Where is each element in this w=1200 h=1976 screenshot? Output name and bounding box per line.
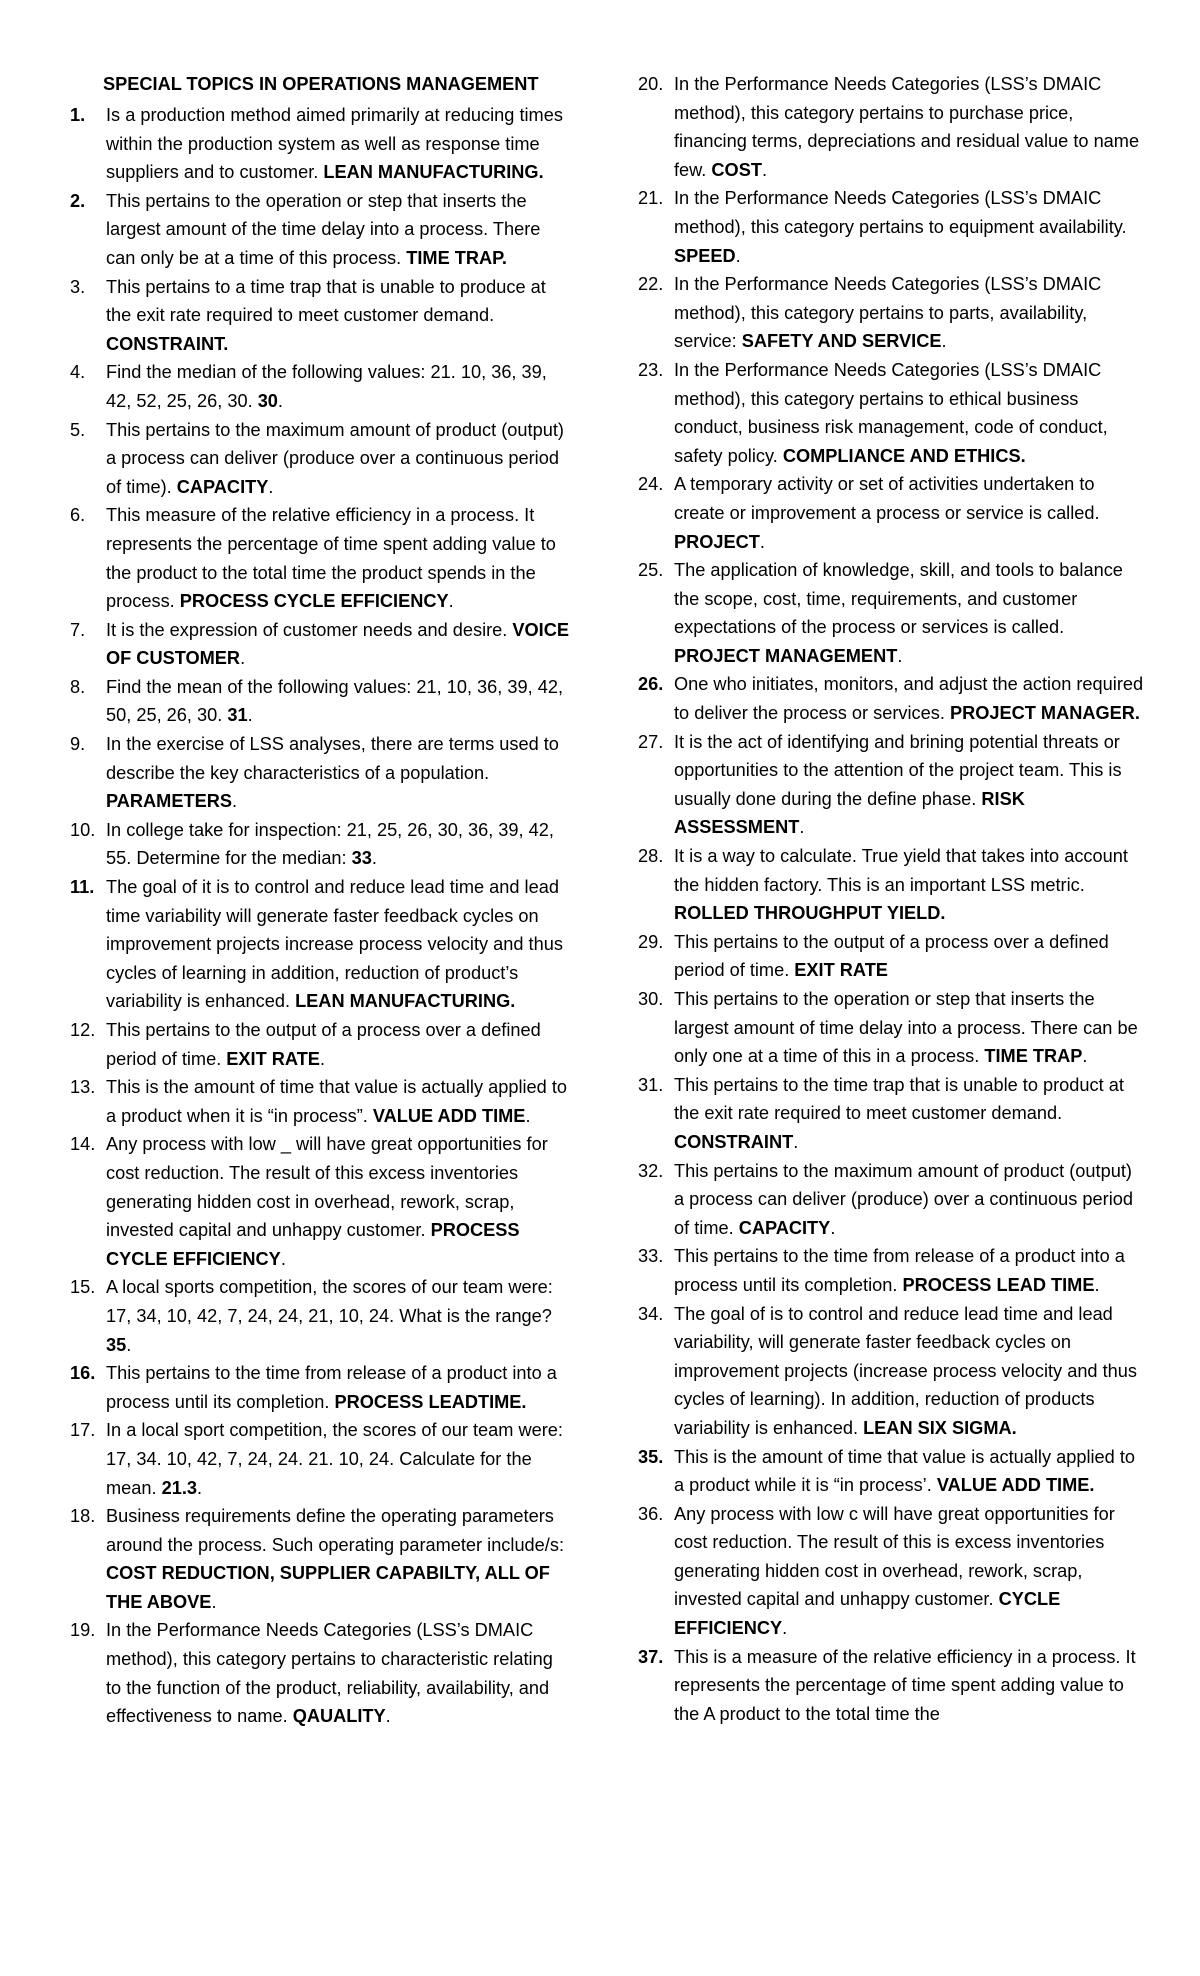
question-number: 18.: [70, 1506, 96, 1527]
question-text: Find the median of the following values: 21. 10, 36, 39, 42, 52, 25, 26, 30.: [106, 362, 547, 411]
answer-punctuation: .: [525, 1105, 531, 1126]
answer-text: LEAN MANUFACTURING.: [295, 991, 516, 1012]
question-list-left: [70, 101, 573, 1731]
question-text: In the Performance Needs Categories (LSS’s DMAIC method), this category pertains to characteristic relating to the function of the product, reliability, availability, and effectiveness to name.: [106, 1620, 553, 1727]
question-item: [638, 1157, 1144, 1243]
answer-text: 21.3: [161, 1477, 198, 1498]
answer-text: 35: [106, 1334, 127, 1355]
question-text: This pertains to the maximum amount of product (output) a process can deliver (produce) over a continuous period of time.: [674, 1160, 1133, 1238]
question-number: 37.: [638, 1646, 664, 1667]
answer-text: PROJECT MANAGEMENT: [674, 645, 898, 666]
answer-text: EXIT RATE: [226, 1048, 320, 1069]
answer-text: COST REDUCTION, SUPPLIER CAPABILTY, ALL OF THE ABOVE: [106, 1563, 550, 1612]
answer-text: COMPLIANCE AND ETHICS.: [782, 445, 1026, 466]
right-column: [638, 70, 1144, 1728]
answer-punctuation: .: [197, 1477, 203, 1498]
question-text: This pertains to the maximum amount of product (output) a process can deliver (produce over a continuous period of time).: [106, 419, 564, 497]
answer-punctuation: .: [759, 531, 765, 552]
question-item: [638, 470, 1144, 556]
question-text: Find the mean of the following values: 21, 10, 36, 39, 42, 50, 25, 26, 30.: [106, 676, 564, 726]
answer-text: VOICE OF CUSTOMER: [106, 619, 570, 669]
question-list-right: [638, 70, 1144, 1728]
question-number: 36.: [638, 1503, 664, 1524]
answer-text: LEAN MANUFACTURING.: [323, 162, 544, 183]
question-number: 3.: [70, 276, 86, 297]
question-item: [70, 616, 573, 673]
question-text: Any process with low c will have great opportunities for cost reduction. The result of this is excess inventories generating hidden cost in overhead, rework, scrap, invested capital and unhappy customer.: [674, 1503, 1115, 1610]
question-number: 23.: [638, 359, 664, 380]
question-item: [638, 356, 1144, 470]
question-text: It is the expression of customer needs and desire.: [106, 619, 513, 640]
answer-text: PROJECT MANAGER.: [949, 703, 1140, 724]
question-number: 30.: [638, 989, 664, 1009]
question-item: [638, 985, 1144, 1071]
answer-text: VALUE ADD TIME.: [936, 1475, 1095, 1496]
question-number: 16.: [70, 1363, 96, 1384]
question-item: [638, 1300, 1144, 1443]
answer-punctuation: .: [941, 331, 947, 352]
question-text: The goal of it is to control and reduce lead time and lead time variability will generate faster feedback cycles on improvement projects increase process velocity and thus cycles of learning in addition, reduction of product’s variability is enhanced.: [106, 877, 563, 1012]
question-text: Any process with low _ will have great opportunities for cost reduction. The result of this excess inventories generating hidden cost in overhead, rework, scrap, invested capital and unhappy customer.: [106, 1134, 548, 1241]
question-text: This pertains to the time from release of a product into a process until its completion.: [674, 1246, 1125, 1295]
answer-punctuation: .: [280, 1248, 286, 1269]
question-item: [638, 270, 1144, 356]
question-item: [70, 501, 573, 615]
document-title: SPECIAL TOPICS IN OPERATIONS MANAGEMENT: [103, 74, 539, 94]
question-text: This pertains to the operation or step that inserts the largest amount of the time delay into a process. There can only be at a time of this process.: [106, 190, 541, 268]
question-number: 12.: [70, 1020, 96, 1040]
answer-text: EXIT RATE: [794, 960, 888, 981]
question-item: [70, 1616, 573, 1730]
question-text: It is the act of identifying and brining potential threats or opportunities to the attention of the project team. This is usually done during the define phase.: [674, 731, 1122, 809]
question-number: 22.: [638, 274, 664, 295]
answer-punctuation: .: [371, 848, 377, 869]
question-number: 20.: [638, 74, 664, 94]
question-text: Business requirements define the operating parameters around the process. Such operating parameter include/s:: [106, 1506, 564, 1555]
answer-text: PROJECT: [674, 531, 760, 552]
question-number: 11.: [70, 877, 95, 898]
answer-punctuation: .: [126, 1334, 132, 1355]
answer-text: TIME TRAP.: [406, 247, 507, 268]
question-text: This pertains to the output of a process over a defined period of time.: [106, 1020, 541, 1069]
answer-text: PROCESS LEADTIME.: [334, 1391, 527, 1412]
question-text: In the Performance Needs Categories (LSS’s DMAIC method), this category pertains to equipment availability.: [674, 188, 1127, 237]
question-number: 25.: [638, 560, 664, 581]
answer-punctuation: .: [782, 1618, 788, 1639]
question-number: 2.: [70, 190, 86, 211]
question-item: [638, 728, 1144, 842]
answer-punctuation: .: [735, 245, 741, 266]
answer-punctuation: .: [277, 390, 283, 411]
question-item: [70, 730, 573, 816]
question-item: [70, 1273, 573, 1359]
question-number: 5.: [70, 419, 86, 440]
answer-punctuation: .: [761, 159, 767, 180]
question-text: In the Performance Needs Categories (LSS’s DMAIC method), this category pertains to ethical business conduct, business risk management, code of conduct, safety policy.: [674, 359, 1108, 466]
question-item: [638, 70, 1144, 184]
question-item: [638, 842, 1144, 928]
question-number: 1.: [70, 105, 86, 125]
question-number: 9.: [70, 734, 86, 755]
answer-punctuation: .: [793, 1131, 799, 1152]
answer-punctuation: .: [319, 1048, 325, 1069]
question-text: In the exercise of LSS analyses, there are terms used to describe the key characteristics of a population.: [106, 734, 559, 783]
question-text: Is a production method aimed primarily at reducing times within the production system as well as response time suppliers and to customer.: [106, 105, 563, 183]
question-item: [638, 1500, 1144, 1643]
question-text: A temporary activity or set of activities undertaken to create or improvement a process or service is called.: [674, 474, 1100, 523]
answer-text: 30: [257, 390, 278, 411]
answer-text: SPEED: [674, 245, 736, 266]
question-item: [70, 416, 573, 502]
question-item: [70, 101, 573, 187]
answer-text: ROLLED THROUGHPUT YIELD.: [674, 903, 946, 924]
answer-text: CONSTRAINT.: [106, 333, 229, 354]
question-number: 35.: [638, 1446, 664, 1467]
question-text: This is the amount of time that value is actually applied to a product when it is “in process”.: [106, 1077, 567, 1126]
question-number: 33.: [638, 1246, 664, 1267]
question-number: 17.: [70, 1420, 96, 1441]
question-number: 7.: [70, 619, 86, 640]
question-item: [70, 1016, 573, 1073]
question-text: The goal of is to control and reduce lead time and lead variability, will generate faster feedback cycles on improvement projects (increase process velocity and thus cycles of learning). In addition, reduction of products variability is enhanced.: [674, 1303, 1137, 1438]
answer-text: LEAN SIX SIGMA.: [863, 1417, 1017, 1438]
question-number: 32.: [638, 1160, 664, 1181]
answer-punctuation: .: [211, 1591, 217, 1612]
question-text: This is a measure of the relative efficiency in a process. It represents the percentage of time spent adding value to the A product to the total time the: [674, 1646, 1136, 1724]
answer-text: RISK ASSESSMENT: [674, 788, 1025, 838]
question-item: [70, 1130, 573, 1273]
question-text: One who initiates, monitors, and adjust the action required to deliver the process or services.: [674, 674, 1144, 724]
question-number: 19.: [70, 1620, 96, 1641]
answer-text: COST: [711, 159, 762, 180]
question-item: [70, 1416, 573, 1502]
question-item: [70, 1359, 573, 1416]
answer-punctuation: .: [231, 791, 238, 812]
question-item: [638, 1071, 1144, 1157]
question-text: In the Performance Needs Categories (LSS’s DMAIC method), this category pertains to parts, availability, service:: [674, 274, 1102, 352]
question-number: 10.: [70, 819, 96, 840]
answer-text: 31: [227, 705, 248, 726]
answer-punctuation: .: [247, 705, 253, 726]
question-text: The application of knowledge, skill, and tools to balance the scope, cost, time, requirements, and customer expectations of the process or services is called.: [674, 560, 1123, 638]
answer-punctuation: .: [240, 648, 246, 669]
question-number: 34.: [638, 1303, 664, 1324]
answer-text: SAFETY AND SERVICE: [741, 331, 942, 352]
left-column: [70, 70, 573, 1731]
question-item: [70, 358, 573, 415]
answer-punctuation: .: [268, 476, 274, 497]
question-item: [70, 273, 573, 359]
question-text: A local sports competition, the scores of our team were: 17, 34, 10, 42, 7, 24, 24, 21, 10, 24. What is the range?: [106, 1277, 553, 1326]
answer-text: 33: [351, 848, 372, 869]
answer-text: PROCESS CYCLE EFFICIENCY: [179, 591, 449, 612]
question-text: In a local sport competition, the scores of our team were: 17, 34. 10, 42, 7, 24, 24. 21. 10, 24. Calculate for the mean.: [106, 1420, 563, 1498]
question-item: [70, 1073, 573, 1130]
question-item: [638, 928, 1144, 985]
question-number: 28.: [638, 846, 664, 867]
question-text: This pertains to a time trap that is unable to produce at the exit rate required to meet customer demand.: [106, 276, 546, 326]
answer-text: CYCLE EFFICIENCY: [674, 1589, 1061, 1639]
question-number: 24.: [638, 474, 664, 495]
question-item: [70, 816, 573, 873]
answer-text: CONSTRAINT: [674, 1131, 794, 1152]
answer-punctuation: .: [385, 1706, 391, 1727]
answer-punctuation: .: [830, 1217, 836, 1238]
question-number: 14.: [70, 1134, 96, 1155]
question-number: 13.: [70, 1077, 96, 1098]
question-text: This pertains to the operation or step that inserts the largest amount of time delay into a process. There can be only one at a time of this in a process.: [674, 989, 1138, 1067]
answer-punctuation: .: [897, 645, 903, 666]
answer-text: CAPACITY: [738, 1217, 831, 1238]
question-item: [70, 673, 573, 730]
answer-text: PROCESS CYCLE EFFICIENCY: [106, 1220, 520, 1269]
question-text: In the Performance Needs Categories (LSS’s DMAIC method), this category pertains to purchase price, financing terms, depreciations and residual value to name few.: [674, 74, 1140, 180]
question-text: This pertains to the time from release of a product into a process until its completion.: [106, 1363, 557, 1412]
question-number: 29.: [638, 931, 664, 952]
answer-punctuation: .: [448, 591, 454, 612]
question-item: [70, 1502, 573, 1616]
question-number: 4.: [70, 362, 86, 383]
question-number: 15.: [70, 1277, 96, 1298]
question-item: [638, 556, 1144, 670]
question-number: 26.: [638, 674, 664, 695]
question-text: This is the amount of time that value is actually applied to a product while it is “in process’.: [674, 1446, 1135, 1496]
answer-text: PROCESS LEAD TIME: [902, 1274, 1095, 1295]
answer-text: VALUE ADD TIME: [372, 1105, 526, 1126]
question-item: [638, 1443, 1144, 1500]
question-item: [70, 873, 573, 1016]
question-text: It is a way to calculate. True yield that takes into account the hidden factory. This is an important LSS metric.: [674, 846, 1128, 895]
answer-text: PARAMETERS: [106, 791, 232, 812]
answer-text: TIME TRAP: [984, 1046, 1083, 1067]
question-item: [638, 1242, 1144, 1299]
question-number: 31.: [638, 1074, 664, 1095]
question-number: 27.: [638, 731, 664, 752]
question-text: This pertains to the output of a process over a defined period of time.: [674, 931, 1109, 981]
answer-punctuation: .: [799, 817, 805, 838]
answer-punctuation: .: [1094, 1274, 1100, 1295]
question-item: [638, 670, 1144, 727]
answer-text: CAPACITY: [176, 476, 269, 497]
question-item: [638, 1643, 1144, 1729]
answer-punctuation: .: [1082, 1046, 1088, 1067]
question-number: 8.: [70, 676, 86, 697]
question-number: 6.: [70, 505, 86, 526]
question-text: In college take for inspection: 21, 25, 26, 30, 36, 39, 42, 55. Determine for the median:: [106, 819, 554, 869]
question-item: [638, 184, 1144, 270]
question-number: 21.: [638, 188, 664, 209]
question-item: [70, 187, 573, 273]
question-text: This pertains to the time trap that is unable to product at the exit rate required to meet customer demand.: [674, 1074, 1124, 1124]
answer-text: QAUALITY: [292, 1706, 386, 1727]
question-text: This measure of the relative efficiency in a process. It represents the percentage of time spent adding value to the product to the total time the product spends in the process.: [106, 505, 556, 612]
